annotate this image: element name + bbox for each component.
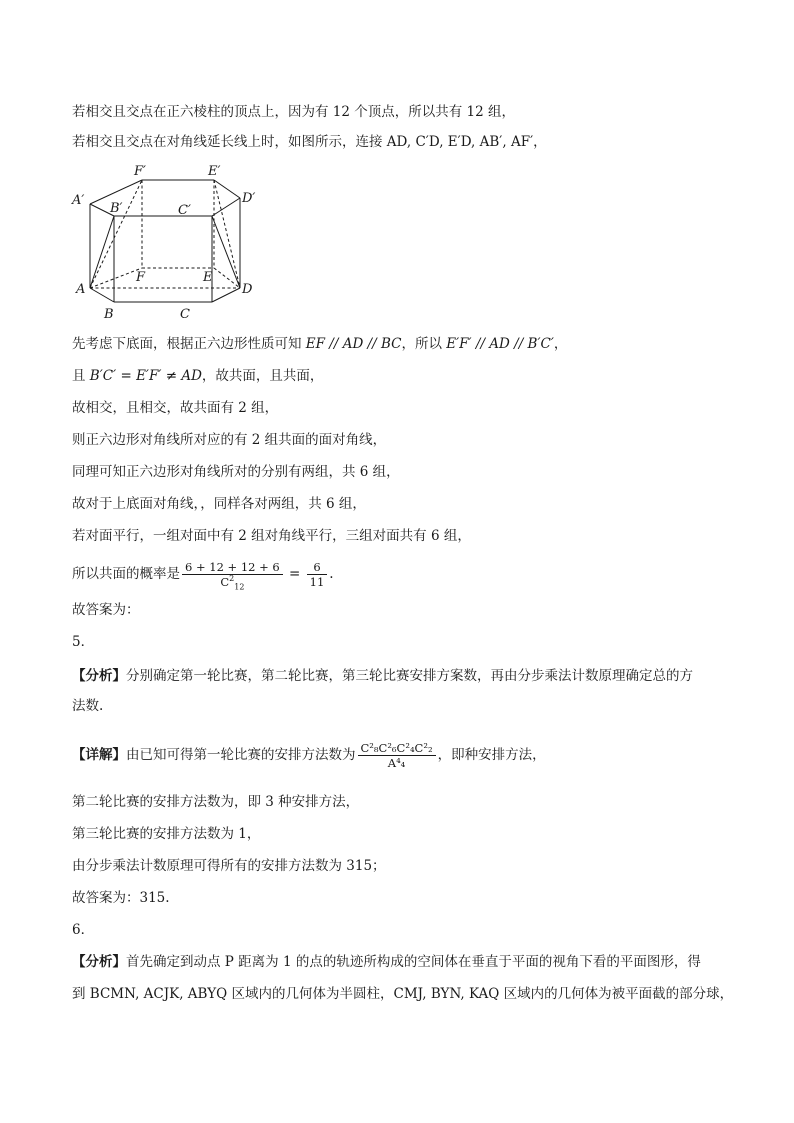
text-line: 若对面平行，一组对面中有 2 组对角线平行，三组对面共有 6 组， bbox=[72, 528, 471, 544]
label-C-prime: C′ bbox=[178, 203, 191, 218]
text-line: 若相交且交点在正六棱柱的顶点上，因为有 12 个顶点，所以共有 12 组， bbox=[72, 104, 516, 120]
label-F: F bbox=[136, 270, 146, 285]
label-D-prime: D′ bbox=[242, 191, 256, 206]
text-line: 第三轮比赛的安排方法数为 1， bbox=[72, 826, 261, 842]
text-line: 同理可知正六边形对角线所对的分别有两组，共 6 组， bbox=[72, 464, 400, 480]
label-E: E bbox=[203, 270, 213, 285]
text-line: 到 BCMN, ACJK, ABYQ 区域内的几何体为半圆柱，CMJ, BYN, KAQ 区域内的几何体为被平面截的部分球， bbox=[72, 986, 734, 1002]
fraction: $\frac{6}{11}$ bbox=[307, 560, 328, 589]
fraction: $\frac{6 + 12 + 12 + 6}{C^2_{12}}$ bbox=[182, 560, 283, 589]
label-F-prime: F′ bbox=[134, 164, 146, 179]
text-line: 先考虑下底面，根据正六边形性质可知 EF // AD // BC，所以 E′F′ // AD // B′C′， bbox=[72, 336, 568, 352]
text-line: 故答案为： bbox=[72, 602, 140, 618]
text-line: 故对于上底面对角线，，同样各对两组，共 6 组， bbox=[72, 496, 366, 512]
analysis-line: 【分析】首先确定到动点 P 距离为 1 的点的轨迹所构成的空间体在垂直于平面的视角下看的平面图形，得 bbox=[72, 954, 701, 970]
fraction: $\frac{\text{C²₈C²₆C²₄C²₂}}{\text{A⁴₄}}$ bbox=[358, 741, 436, 770]
label-D: D bbox=[242, 282, 253, 297]
label-E-prime: E′ bbox=[208, 164, 221, 179]
label-B: B bbox=[104, 307, 114, 322]
text-line: 若相交且交点在对角线延长线上时，如图所示，连接 AD, C′D, E′D, AB′, AF′， bbox=[72, 134, 547, 150]
text-line: 故相交，且相交，故共面有 2 组， bbox=[72, 400, 279, 416]
question-number: 6． bbox=[72, 922, 95, 938]
probability-line: 所以共面的概率是 $\frac{6 + 12 + 12 + 6}{C^2_{12}}$ = $\frac{6}{11}$ . bbox=[72, 560, 334, 592]
text-line: 第二轮比赛的安排方法数为，即 3 种安排方法， bbox=[72, 794, 360, 810]
label-A: A bbox=[76, 282, 86, 297]
label-C: C bbox=[180, 307, 190, 322]
hexagonal-prism-figure bbox=[68, 162, 268, 322]
question-number: 5． bbox=[72, 634, 95, 650]
text-line: 且 B′C′ = E′F′ ≠ AD，故共面，且共面， bbox=[72, 368, 324, 384]
label-B-prime: B′ bbox=[110, 201, 123, 216]
text-line: 由分步乘法计数原理可得所有的安排方法数为 315； bbox=[72, 858, 386, 874]
text-line: 法数. bbox=[72, 698, 104, 714]
detail-line: 【详解】由已知可得第一轮比赛的安排方法数为 $\frac{\text{C²₈C²₆C²₄C²₂}}{\text{A⁴₄}}$ ，即种安排方法， bbox=[72, 741, 546, 770]
analysis-line: 【分析】分别确定第一轮比赛，第二轮比赛，第三轮比赛安排方案数，再由分步乘法计数原理确定总的方 bbox=[72, 668, 693, 684]
text-line: 则正六边形对角线所对应的有 2 组共面的面对角线， bbox=[72, 432, 387, 448]
label-A-prime: A′ bbox=[72, 193, 85, 208]
text-line: 故答案为：315. bbox=[72, 890, 170, 906]
